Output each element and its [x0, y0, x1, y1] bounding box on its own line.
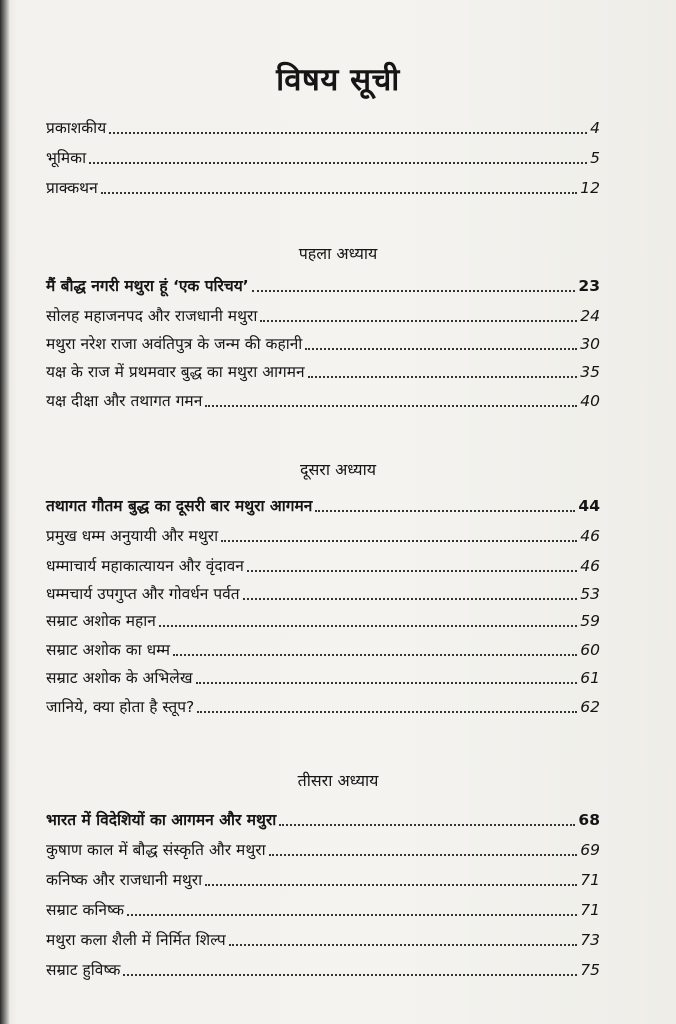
entry-page: 40	[580, 392, 600, 410]
entry-title: सम्राट अशोक के अभिलेख	[46, 669, 193, 687]
entry-page: 68	[578, 811, 600, 829]
dot-leader	[173, 654, 577, 656]
dot-leader	[127, 914, 577, 916]
entry-page: 46	[580, 557, 600, 575]
entry-page: 59	[580, 612, 600, 630]
entry-title: सोलह महाजनपद और राजधानी मथुरा	[46, 307, 258, 325]
toc-entry	[46, 607, 600, 631]
toc-entry	[46, 836, 600, 860]
entry-title: कुषाण काल में बौद्ध संस्कृति और मथुरा	[46, 841, 266, 859]
entry-title: यक्ष के राज में प्रथमवार बुद्ध का मथुरा आगमन	[46, 363, 305, 381]
toc-entry	[46, 693, 600, 717]
page-title: विषय सूची	[276, 62, 400, 98]
entry-page: 71	[580, 871, 600, 889]
dot-leader	[279, 824, 575, 826]
entry-title: प्राक्कथन	[46, 179, 98, 197]
entry-title: मथुरा नरेश राजा अवंतिपुत्र के जन्म की कहानी	[46, 335, 303, 353]
toc-entry	[46, 330, 600, 354]
entry-title: प्रकाशकीय	[46, 119, 107, 137]
page-binding-edge	[0, 0, 10, 1024]
dot-leader	[197, 711, 577, 713]
entry-page: 53	[580, 585, 600, 603]
dot-leader	[196, 682, 578, 684]
entry-title: भूमिका	[46, 149, 87, 167]
dot-leader	[269, 854, 578, 856]
entry-page: 30	[580, 335, 600, 353]
toc-entry	[46, 926, 600, 950]
toc-entry	[46, 492, 600, 516]
dot-leader	[305, 348, 577, 350]
entry-page: 71	[580, 901, 600, 919]
toc-entry	[46, 522, 600, 546]
toc-entry	[46, 636, 600, 660]
dot-leader	[243, 598, 578, 600]
dot-leader	[159, 625, 577, 627]
toc-entry	[46, 806, 600, 830]
toc-entry	[46, 580, 600, 604]
entry-title: मैं बौद्ध नगरी मथुरा हूं ‘एक परिचय’	[46, 277, 249, 295]
dot-leader	[260, 320, 577, 322]
entry-title: सम्राट कनिष्क	[46, 901, 125, 919]
dot-leader	[205, 405, 577, 407]
toc-entry	[46, 956, 600, 980]
entry-title: भारत में विदेशियों का आगमन और मथुरा	[46, 811, 277, 829]
toc-entry	[46, 174, 600, 198]
toc-entry	[46, 896, 600, 920]
toc-entry	[46, 302, 600, 326]
entry-page: 62	[580, 698, 600, 716]
toc-entry	[46, 866, 600, 890]
dot-leader	[247, 570, 577, 572]
dot-leader	[308, 376, 578, 378]
entry-title: सम्राट अशोक का धम्म	[46, 641, 171, 659]
chapter-heading: तीसरा अध्याय	[297, 771, 379, 790]
entry-page: 69	[580, 841, 600, 859]
entry-page: 35	[580, 363, 600, 381]
entry-page: 75	[580, 961, 600, 979]
entry-page: 4	[590, 119, 600, 137]
dot-leader	[101, 192, 578, 194]
entry-title: यक्ष दीक्षा और तथागत गमन	[46, 392, 203, 410]
dot-leader	[315, 510, 575, 512]
entry-title: तथागत गौतम बुद्ध का दूसरी बार मथुरा आगमन	[46, 497, 313, 515]
entry-page: 44	[578, 497, 600, 515]
entry-title: मथुरा कला शैली में निर्मित शिल्प	[46, 931, 226, 949]
entry-title: धम्माचार्य महाकात्यायन और वृंदावन	[46, 557, 244, 575]
entry-title: जानिये, क्या होता है स्तूप?	[46, 698, 195, 716]
dot-leader	[205, 884, 577, 886]
entry-title: प्रमुख धम्म अनुयायी और मथुरा	[46, 527, 219, 545]
entry-page: 5	[590, 149, 600, 167]
dot-leader	[109, 132, 587, 134]
dot-leader	[221, 540, 577, 542]
toc-entry	[46, 114, 600, 138]
chapter-heading: दूसरा अध्याय	[299, 460, 377, 479]
toc-entry	[46, 358, 600, 382]
entry-title: कनिष्क और राजधानी मथुरा	[46, 871, 203, 889]
entry-page: 46	[580, 527, 600, 545]
toc-entry	[46, 272, 600, 296]
toc-entry	[46, 664, 600, 688]
entry-title: सम्राट हुविष्क	[46, 961, 121, 979]
entry-title: धम्मचार्य उपगुप्त और गोवर्धन पर्वत	[46, 585, 240, 603]
dot-leader	[229, 944, 578, 946]
entry-title: सम्राट अशोक महान	[46, 612, 156, 630]
dot-leader	[123, 974, 577, 976]
toc-entry	[46, 387, 600, 411]
entry-page: 61	[580, 669, 600, 687]
entry-page: 73	[580, 931, 600, 949]
entry-page: 60	[580, 641, 600, 659]
entry-page: 23	[578, 277, 600, 295]
dot-leader	[89, 162, 587, 164]
toc-entry	[46, 144, 600, 168]
dot-leader	[252, 290, 576, 292]
toc-entry	[46, 552, 600, 576]
entry-page: 24	[580, 307, 600, 325]
chapter-heading: पहला अध्याय	[298, 244, 378, 263]
entry-page: 12	[580, 179, 600, 197]
